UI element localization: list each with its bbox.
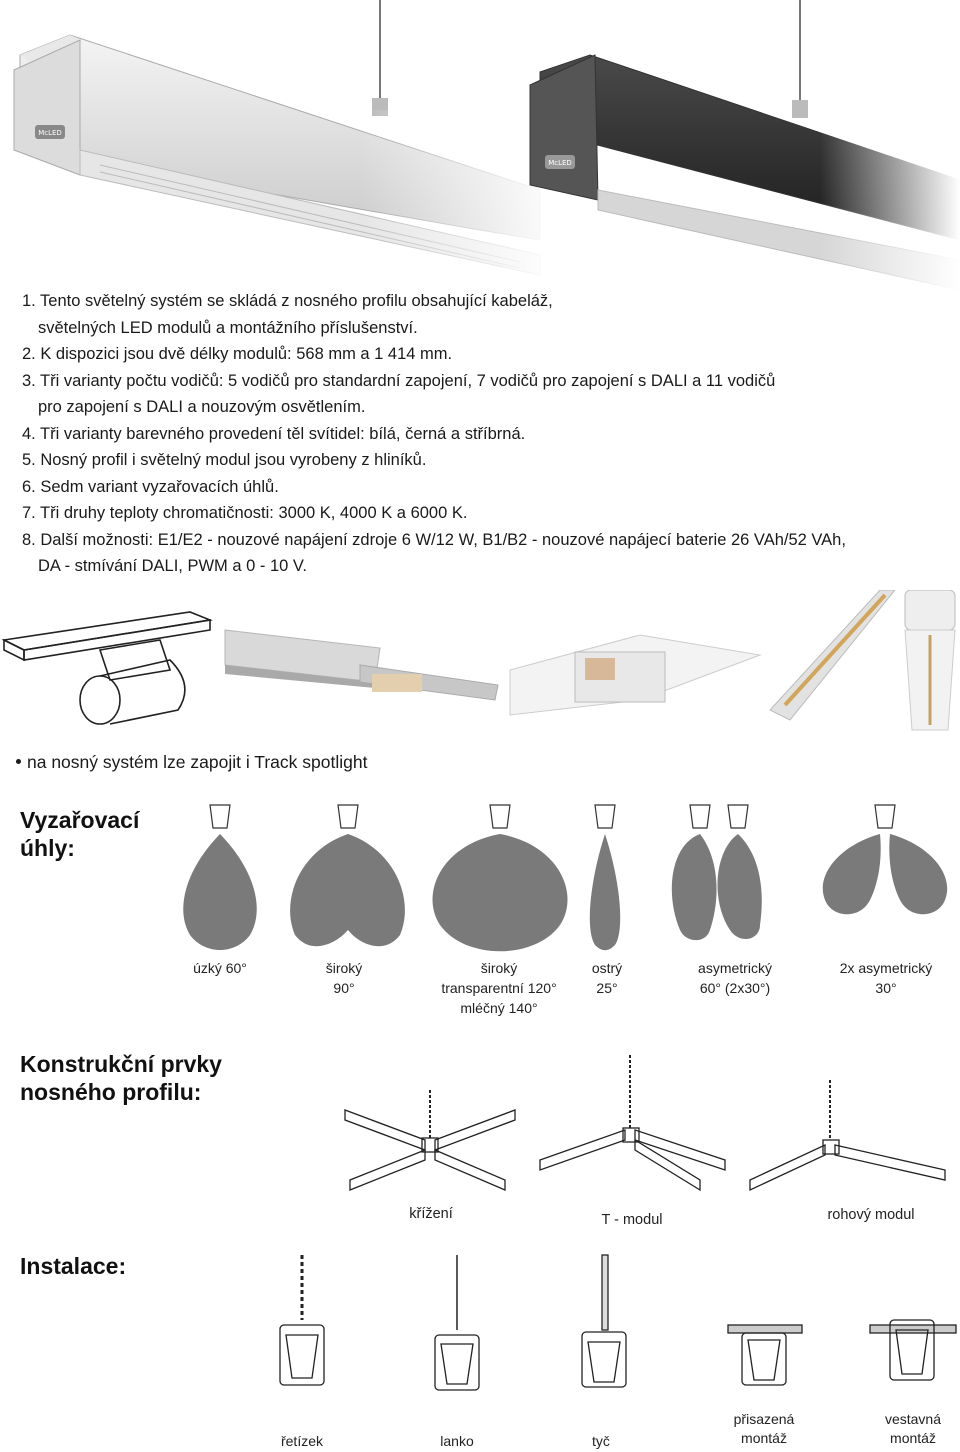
led-module-photo — [770, 590, 895, 720]
lamp-icon — [728, 805, 748, 828]
brand-logo-right: McLED — [548, 159, 572, 167]
feature-item: pro zapojení s DALI a nouzovým osvětlením. — [38, 398, 366, 416]
beam-label-line: 25° — [596, 980, 618, 996]
beam-angle-diagrams — [170, 800, 960, 960]
beam-heading-line1: Vyzařovací — [20, 807, 140, 833]
beam-wide-90 — [290, 834, 405, 946]
lamp-icon — [875, 805, 895, 828]
construction-heading — [20, 1050, 222, 1106]
feature-item: 1. Tento světelný systém se skládá z nosného profilu obsahující kabeláž, — [22, 292, 553, 310]
beam-narrow-60 — [183, 834, 257, 950]
feature-item: světelných LED modulů a montážního příslušenství. — [38, 318, 418, 337]
hero-luminaire-image — [0, 0, 960, 290]
feature-list — [22, 288, 942, 580]
feature-item: DA - stmívání DALI, PWM a 0 - 10 V. — [38, 557, 307, 575]
beam-asym-left — [672, 834, 717, 940]
connector-photo — [510, 635, 760, 715]
construction-heading-line2: nosného profilu: — [20, 1079, 202, 1105]
beam-label — [150, 958, 290, 978]
construction-label-t-module: T - modul — [601, 1212, 663, 1228]
brand-logo-left: McLED — [38, 129, 62, 137]
beam-label — [816, 958, 956, 998]
installation-label-line: řetízek — [280, 1433, 323, 1449]
beam-label-line: úzký 60° — [193, 960, 247, 976]
white-luminaire — [14, 0, 560, 290]
beam-label-line: asymetrický — [698, 960, 772, 976]
installation-heading: Instalace: — [20, 1253, 127, 1279]
track-spotlight-drawing — [4, 612, 210, 724]
track-note-text: na nosný systém lze zapojit i Track spotlight — [27, 752, 368, 772]
beam-label-line: ostrý — [591, 960, 623, 976]
construction-label-corner: rohový modul — [827, 1207, 915, 1223]
beam-label-line: 60° (2x30°) — [699, 980, 771, 996]
beam-label-line: široký — [480, 960, 518, 976]
installation-label — [853, 1410, 960, 1448]
bullet-icon — [16, 759, 21, 764]
recessed-mount-drawing — [870, 1320, 956, 1380]
installation-label-line: lanko — [440, 1433, 474, 1449]
installation-label-line: přisazená — [733, 1411, 795, 1427]
feature-item: 5. Nosný profil i světelný modul jsou vyrobeny z hliníků. — [22, 451, 427, 469]
beam-label — [537, 958, 677, 998]
lamp-icon — [338, 805, 358, 828]
beam-sharp-25 — [590, 834, 620, 950]
installation-label-line: vestavná — [884, 1411, 942, 1427]
installation-label — [704, 1410, 824, 1448]
installation-label — [397, 1432, 517, 1451]
feature-item: 7. Tři druhy teploty chromatičnosti: 3000 K, 4000 K a 6000 K. — [22, 504, 468, 522]
construction-label-cross: křížení — [409, 1206, 453, 1222]
beam-label-line: 90° — [333, 980, 355, 996]
track-spotlight-note — [16, 752, 367, 773]
installation-label-line: tyč — [592, 1433, 610, 1449]
beam-2x-asym-left — [823, 834, 881, 914]
beam-heading-line2: úhly: — [20, 835, 75, 861]
beam-2x-asym-right — [889, 834, 947, 914]
lamp-icon — [690, 805, 710, 828]
beam-label-line: transparentní 120° — [441, 980, 557, 996]
profile-photo — [225, 630, 498, 700]
construction-drawings — [330, 1050, 960, 1210]
beam-label-line: 30° — [875, 980, 897, 996]
black-luminaire — [530, 0, 960, 290]
beam-label-line: 2x asymetrický — [839, 960, 933, 976]
beam-label — [274, 958, 414, 998]
installation-label — [242, 1432, 362, 1451]
rod-mount-drawing — [582, 1255, 626, 1387]
chain-mount-drawing — [280, 1255, 324, 1385]
lamp-icon — [490, 805, 510, 828]
beam-label-line: široký — [325, 960, 363, 976]
feature-item: 8. Další možnosti: E1/E2 - nouzové napájení zdroje 6 W/12 W, B1/B2 - nouzové napájecí baterie 26 VAh/52 VAh, — [22, 530, 846, 549]
corner-module-drawing — [750, 1080, 945, 1190]
cable-mount-drawing — [435, 1255, 479, 1390]
cross-connector-drawing — [345, 1090, 515, 1190]
beam-wide-120 — [433, 834, 568, 951]
feature-item: 2. K dispozici jsou dvě délky modulů: 568 mm a 1 414 mm. — [22, 345, 453, 363]
lamp-icon — [595, 805, 615, 828]
component-photos — [0, 590, 960, 740]
lamp-icon — [210, 805, 230, 828]
construction-heading-line1: Konstrukční prvky — [20, 1051, 222, 1077]
installation-label — [541, 1432, 661, 1451]
beam-label-line: mléčný 140° — [460, 1000, 538, 1016]
installation-label-line: montáž — [741, 1430, 787, 1446]
installation-label-line: montáž — [890, 1430, 936, 1446]
feature-item: 4. Tři varianty barevného provedení těl svítidel: bílá, černá a stříbrná. — [22, 424, 526, 443]
end-cap-photo — [905, 590, 955, 730]
beam-label — [665, 958, 805, 998]
beam-asym-right — [718, 834, 762, 939]
surface-mount-drawing — [728, 1325, 802, 1385]
beam-angles-heading — [20, 806, 139, 862]
feature-item: 6. Sedm variant vyzařovacích úhlů. — [22, 477, 279, 496]
feature-item: 3. Tři varianty počtu vodičů: 5 vodičů pro standardní zapojení, 7 vodičů pro zapojení s DALI a 11 vodičů — [22, 371, 776, 390]
t-module-drawing — [540, 1055, 725, 1190]
